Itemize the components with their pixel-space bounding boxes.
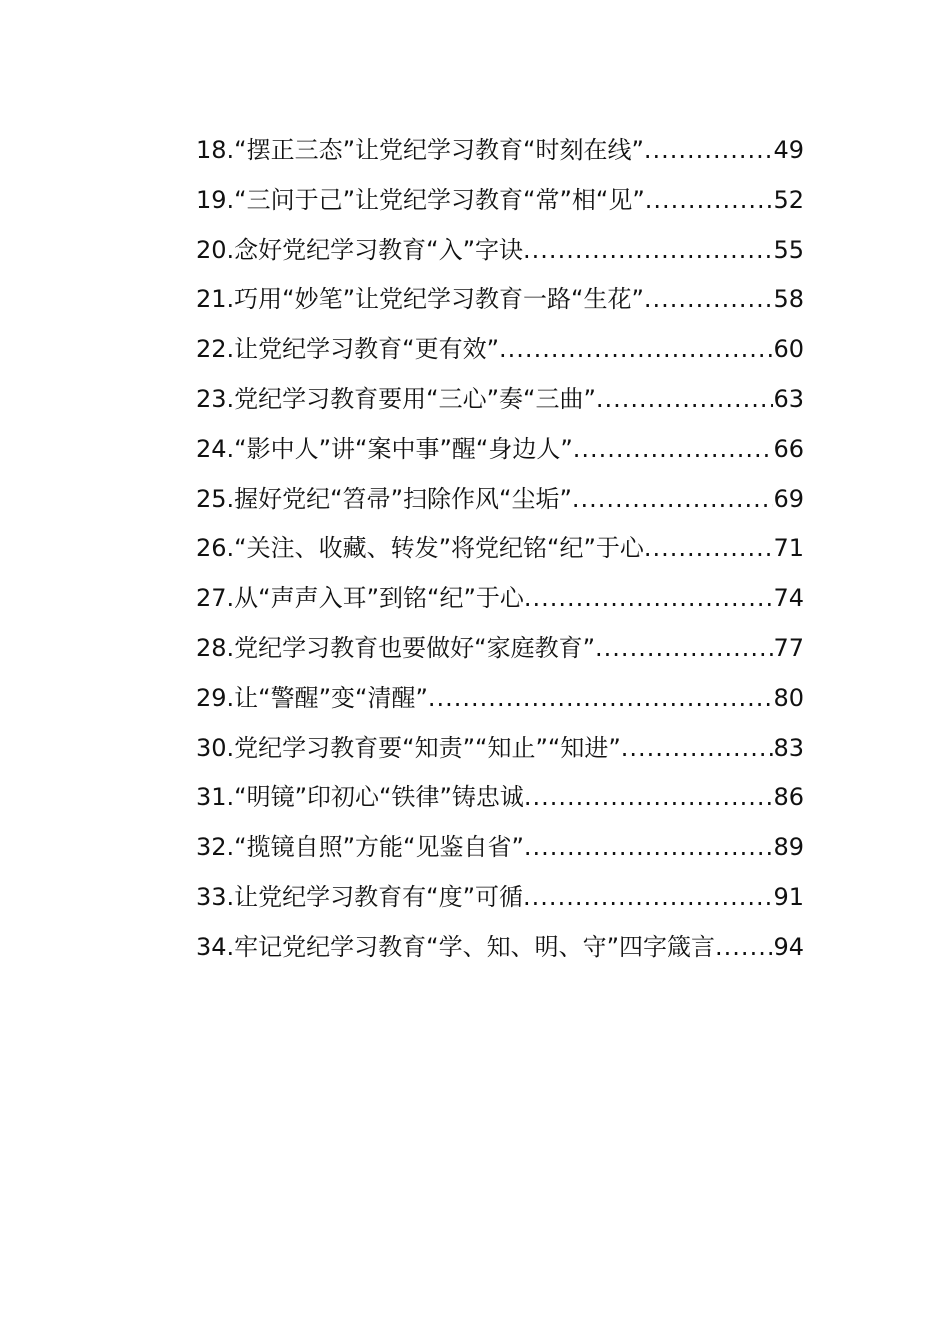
toc-entry[interactable] — [196, 524, 804, 574]
toc-entry-title: 让“警醒”变“清醒” — [234, 683, 428, 712]
toc-entry-number: 22. — [196, 335, 235, 364]
toc-dot-leader — [524, 574, 774, 624]
toc-entry-page: 83 — [773, 733, 804, 762]
toc-entry-number: 31. — [196, 783, 235, 812]
toc-dot-leader — [595, 624, 773, 674]
toc-entry-title: 握好党纪“笤帚”扫除作风“尘垢” — [234, 484, 572, 513]
toc-entry[interactable] — [196, 574, 804, 624]
toc-entry-number: 18. — [196, 136, 235, 164]
toc-entry-number: 32. — [196, 833, 235, 862]
toc-entry[interactable] — [196, 923, 804, 973]
toc-entry[interactable] — [196, 425, 804, 475]
toc-entry-title: 党纪学习教育要“知责”“知止”“知进” — [234, 733, 621, 762]
toc-entry-title: 巧用“妙笔”让党纪学习教育一路“生花” — [234, 285, 644, 314]
toc-entry-title: “揽镜自照”方能“见鉴自省” — [234, 833, 524, 862]
toc-entry-number: 25. — [196, 484, 235, 513]
toc-entry-number: 34. — [196, 932, 235, 961]
toc-dot-leader — [715, 923, 773, 973]
toc-dot-leader — [621, 724, 774, 774]
toc-entry[interactable] — [196, 773, 804, 823]
toc-dot-leader — [428, 674, 774, 724]
toc-entry-page: 69 — [773, 484, 804, 513]
toc-dot-leader — [523, 226, 773, 276]
toc-entry-page: 55 — [773, 235, 804, 264]
toc-dot-leader — [644, 126, 774, 176]
toc-dot-leader — [644, 275, 774, 325]
toc-entry[interactable] — [196, 226, 804, 276]
toc-entry[interactable] — [196, 873, 804, 923]
toc-dot-leader — [572, 475, 774, 525]
toc-entry-number: 23. — [196, 384, 235, 413]
toc-dot-leader — [573, 425, 774, 475]
toc-entry[interactable] — [196, 674, 804, 724]
toc-entry[interactable] — [196, 126, 804, 176]
toc-entry-title: 牢记党纪学习教育“学、知、明、守”四字箴言 — [234, 932, 716, 961]
toc-entry-number: 30. — [196, 733, 235, 762]
toc-entry-title: “影中人”讲“案中事”醒“身边人” — [234, 434, 573, 463]
toc-entry-title: 念好党纪学习教育“入”字诀 — [234, 235, 524, 264]
toc-dot-leader — [524, 823, 774, 873]
toc-entry-number: 33. — [196, 882, 235, 911]
toc-entry-number: 19. — [196, 185, 235, 214]
toc-entry-title: 从“声声入耳”到铭“纪”于心 — [234, 584, 524, 613]
toc-entry-page: 71 — [773, 534, 804, 563]
toc-entry-title: 让党纪学习教育“更有效” — [234, 335, 500, 364]
toc-entry-number: 26. — [196, 534, 235, 563]
toc-entry[interactable] — [196, 275, 804, 325]
toc-entry-number: 24. — [196, 434, 235, 463]
toc-entry-number: 29. — [196, 683, 235, 712]
toc-entry[interactable] — [196, 724, 804, 774]
toc-entry-page: 60 — [773, 335, 804, 364]
toc-entry-page: 52 — [773, 185, 804, 214]
toc-entry[interactable] — [196, 624, 804, 674]
toc-entry-number: 28. — [196, 633, 235, 662]
toc-entry-title: 党纪学习教育要用“三心”奏“三曲” — [234, 384, 596, 413]
toc-entry-title: 让党纪学习教育有“度”可循 — [234, 882, 524, 911]
toc-entry[interactable] — [196, 823, 804, 873]
toc-entry-page: 91 — [773, 882, 804, 911]
toc-dot-leader — [645, 176, 774, 226]
toc-entry-page: 66 — [773, 434, 804, 463]
toc-dot-leader — [644, 524, 774, 574]
toc-entry[interactable] — [196, 176, 804, 226]
toc-entry-page: 80 — [773, 683, 804, 712]
toc-entry-title: 党纪学习教育也要做好“家庭教育” — [234, 633, 596, 662]
toc-entry-page: 49 — [773, 136, 804, 164]
toc-entry-page: 77 — [773, 633, 804, 662]
toc-entry-page: 58 — [773, 285, 804, 314]
toc-entry-number: 20. — [196, 235, 235, 264]
toc-entry[interactable] — [196, 475, 804, 525]
toc-entry-title: “关注、收藏、转发”将党纪铭“纪”于心 — [234, 534, 644, 563]
toc-entry-page: 86 — [773, 783, 804, 812]
toc-entry-title: “明镜”印初心“铁律”铸忠诚 — [234, 783, 524, 812]
toc-entry[interactable] — [196, 325, 804, 375]
toc-dot-leader — [523, 873, 773, 923]
toc-entry-number: 21. — [196, 285, 235, 314]
table-of-contents — [196, 126, 804, 973]
toc-entry-number: 27. — [196, 584, 235, 613]
toc-dot-leader — [524, 773, 774, 823]
toc-entry-page: 63 — [773, 384, 804, 413]
toc-dot-leader — [596, 375, 774, 425]
toc-entry-page: 94 — [773, 932, 804, 961]
toc-entry-title: “摆正三态”让党纪学习教育“时刻在线” — [234, 136, 644, 164]
toc-entry[interactable] — [196, 375, 804, 425]
toc-entry-page: 89 — [773, 833, 804, 862]
toc-entry-title: “三问于己”让党纪学习教育“常”相“见” — [234, 185, 645, 214]
toc-dot-leader — [499, 325, 773, 375]
toc-entry-page: 74 — [773, 584, 804, 613]
